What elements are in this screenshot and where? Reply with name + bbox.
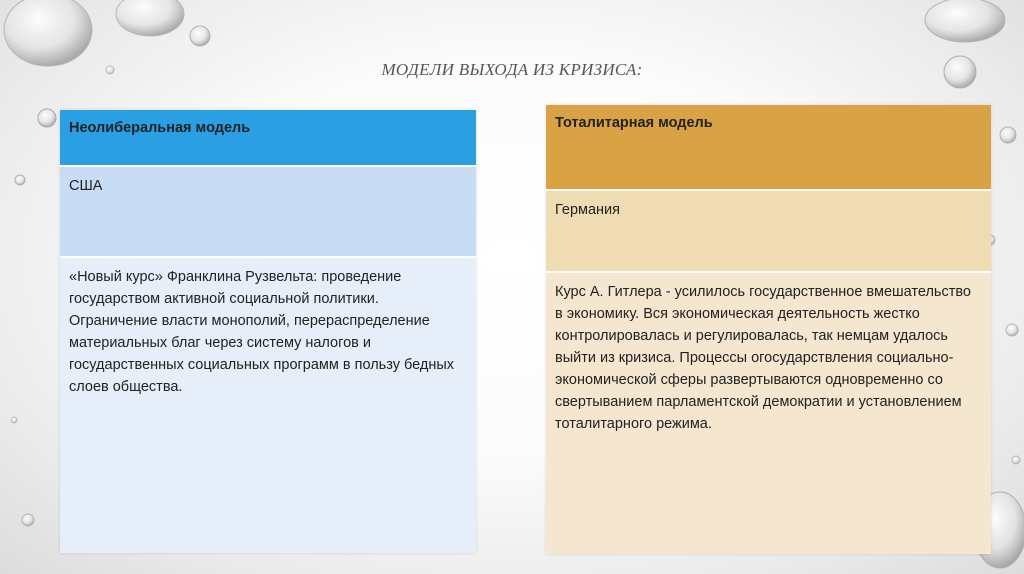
neoliberal-model-card (60, 110, 476, 553)
neoliberal-country-cell: США (60, 167, 476, 258)
totalitarian-model-header: Тоталитарная модель (546, 105, 991, 191)
water-drop (11, 417, 17, 423)
water-drop (190, 26, 210, 46)
water-drop (15, 175, 25, 185)
water-drop (22, 514, 34, 526)
totalitarian-description-cell: Курс А. Гитлера - усилилось государственное вмешательство в экономику. Вся экономическая деятельность жестко контролировалась и регулировалась, так немцам удалось выйти из кризиса. Процессы огосударствления социально-экономической сферы развертываются одновременно со свертыванием парламентской демократии и установлением тоталитарного режима. (546, 273, 991, 554)
totalitarian-model-card (546, 105, 991, 554)
water-drop (4, 0, 92, 66)
water-drop (38, 109, 56, 127)
water-drop (1012, 456, 1020, 464)
totalitarian-country-cell: Германия (546, 191, 991, 273)
water-drop (1006, 324, 1018, 336)
water-drop (925, 0, 1005, 42)
neoliberal-model-header: Неолиберальная модель (60, 110, 476, 167)
water-drop (116, 0, 184, 36)
slide-title: МОДЕЛИ ВЫХОДА ИЗ КРИЗИСА: (381, 60, 643, 79)
neoliberal-description-cell: «Новый курс» Франклина Рузвельта: проведение государством активной социальной политики. Ограничение власти монополий, перераспределение материальных благ через систему налогов и государственных социальных программ в пользу бедных слоев общества. (60, 258, 476, 553)
water-drop (1000, 127, 1016, 143)
